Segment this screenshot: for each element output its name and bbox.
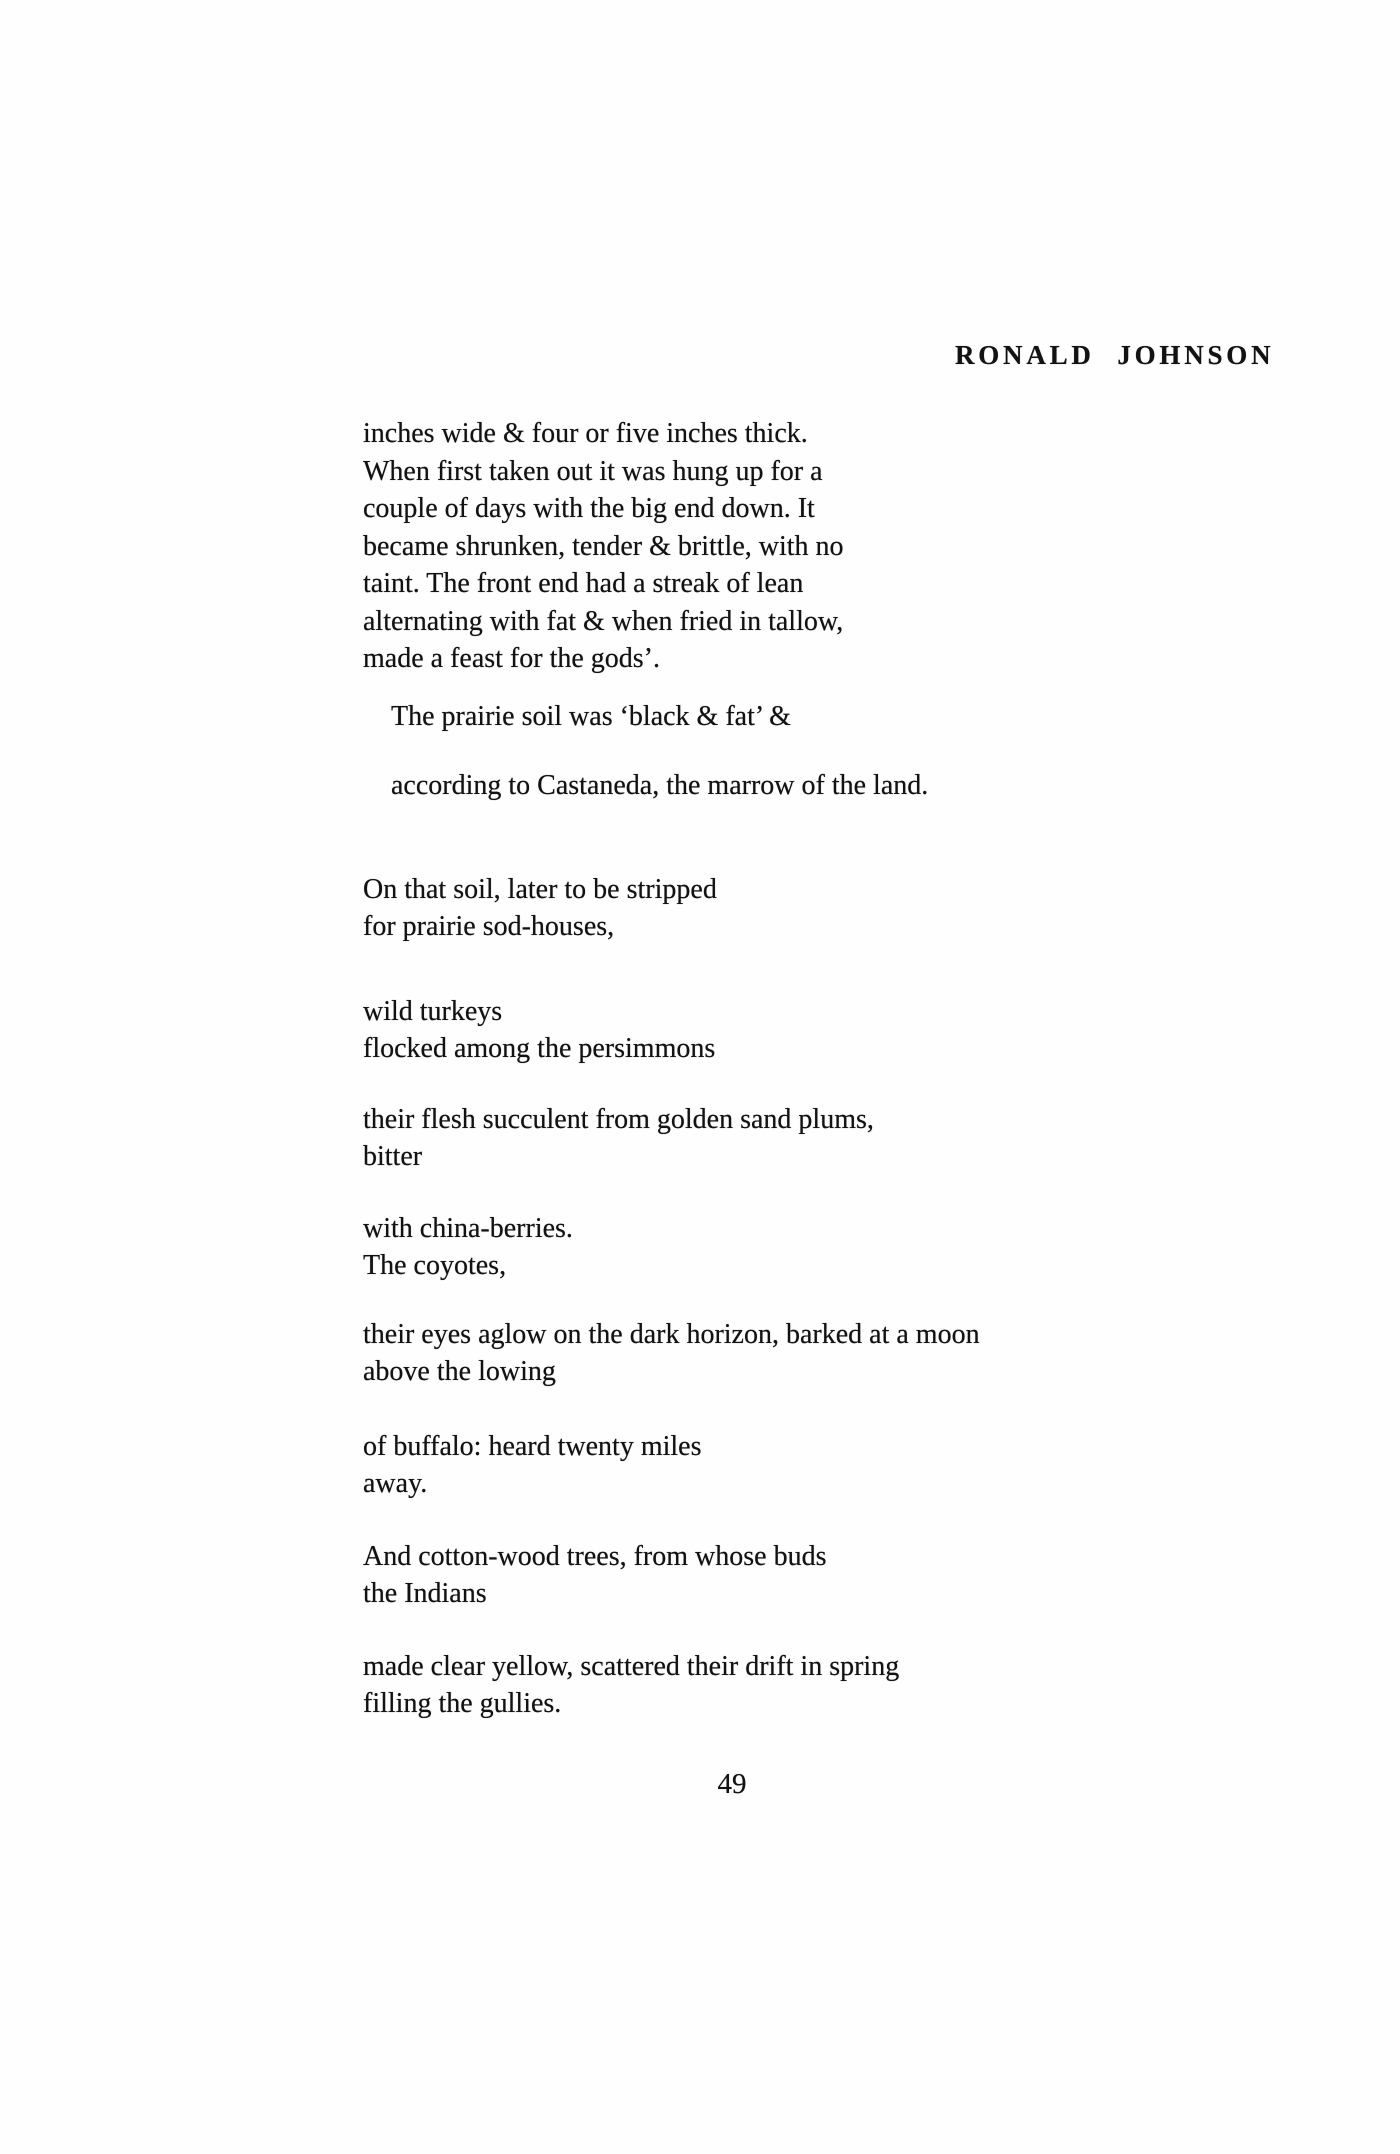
poem-line: made clear yellow, scattered their drift in spring xyxy=(363,1650,900,1682)
poem-line: filling the gullies. xyxy=(363,1688,562,1719)
poem-line: for prairie sod-houses, xyxy=(363,911,615,942)
poem-line: bitter xyxy=(363,1141,423,1172)
stanza-cottonwood xyxy=(363,1538,1123,1613)
poem-line: When first taken out it was hung up for a xyxy=(363,455,823,487)
poem-line: couple of days with the big end down. It xyxy=(363,493,815,524)
poem-line: of buffalo: heard twenty miles xyxy=(363,1430,702,1462)
poem-line: And cotton-wood trees, from whose buds xyxy=(363,1540,827,1572)
poem-line: their flesh succulent from golden sand plums, xyxy=(363,1103,874,1135)
author-running-header: RONALD JOHNSON xyxy=(955,340,1275,370)
poem-line: above the lowing xyxy=(363,1356,556,1387)
poem-line: The prairie soil was ‘black & fat’ & xyxy=(391,700,791,732)
stanza-wild-turkeys xyxy=(363,993,1123,1068)
stanza-china-berries xyxy=(363,1210,1123,1285)
stanza-coyote-eyes xyxy=(363,1316,1123,1391)
poem-line: wild turkeys xyxy=(363,995,503,1027)
poem-line: taint. The front end had a streak of lean xyxy=(363,568,804,599)
stanza-buffalo xyxy=(363,1428,1123,1503)
stanza-prose-quote xyxy=(363,415,1123,678)
poem-line: according to Castaneda, the marrow of the land. xyxy=(391,770,929,801)
stanza-prairie-soil xyxy=(391,698,1123,736)
poem-line: made a feast for the gods’. xyxy=(363,643,660,674)
poem-line: the Indians xyxy=(363,1578,487,1609)
poem xyxy=(363,415,1123,1723)
poem-line: inches wide & four or five inches thick. xyxy=(363,418,808,449)
poem-line: flocked among the persimmons xyxy=(363,1033,716,1064)
poem-line: away. xyxy=(363,1468,428,1499)
poem-line: On that soil, later to be stripped xyxy=(363,873,717,905)
stanza-castaneda xyxy=(391,767,1123,805)
poem-line: with china-berries. xyxy=(363,1212,573,1244)
page-number: 49 xyxy=(717,1768,747,1800)
poem-line: The coyotes, xyxy=(363,1250,507,1281)
stanza-on-that-soil xyxy=(363,871,1123,946)
poem-line: their eyes aglow on the dark horizon, barked at a moon xyxy=(363,1318,980,1350)
stanza-clear-yellow xyxy=(363,1648,1123,1723)
stanza-flesh-succulent xyxy=(363,1101,1123,1176)
poem-line: became shrunken, tender & brittle, with no xyxy=(363,530,844,562)
poem-line: alternating with fat & when fried in tallow, xyxy=(363,605,844,637)
